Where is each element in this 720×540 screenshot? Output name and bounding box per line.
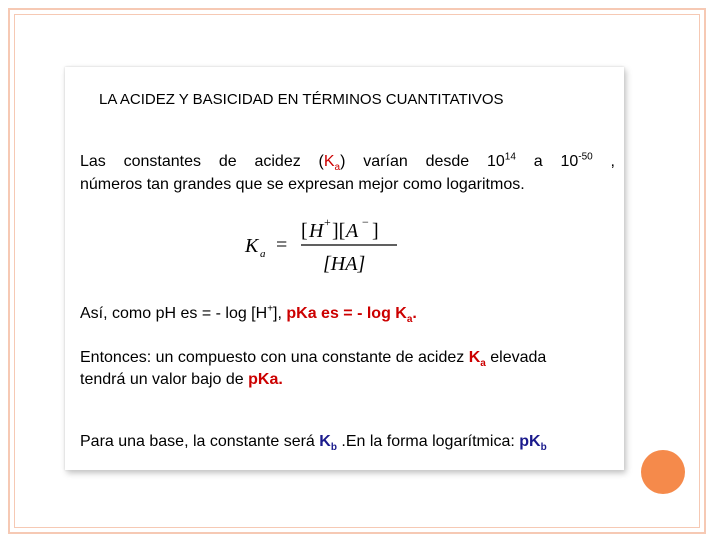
subscript-b: b (540, 442, 547, 454)
pka-expression (286, 305, 413, 326)
formula-k: K (245, 235, 259, 257)
paragraph-line (80, 150, 615, 173)
formula-a: A (346, 220, 359, 242)
formula-plus: + (324, 215, 331, 229)
text-segment: . (412, 305, 417, 322)
superscript-plus: + (267, 303, 274, 315)
subscript-b: b (330, 442, 337, 454)
subscript-a: a (334, 162, 341, 174)
text-segment: Entonces: un compuesto con una constante de acidez (80, 349, 469, 366)
paragraph-acid-constants (80, 150, 615, 196)
formula-denominator: [HA] (323, 253, 366, 275)
text-segment: ) varían desde 10 (340, 153, 505, 170)
text-segment: Para una base, la constante será (80, 433, 320, 450)
formula-bracket-close: ] (372, 220, 379, 242)
pka-term: pKa. (248, 371, 283, 388)
k-letter: K (319, 433, 331, 450)
ka-symbol (468, 349, 486, 370)
paragraph-line (80, 347, 620, 369)
text-segment: Así, como pH es = - log [H (80, 305, 268, 322)
orange-circle-decoration (641, 450, 685, 494)
slide-title: LA ACIDEZ Y BASICIDAD EN TÉRMINOS CUANTITATIVOS (99, 91, 504, 108)
paragraph-line: números tan grandes que se expresan mejor como logaritmos. (80, 176, 525, 193)
subscript-a: a (406, 314, 413, 326)
ka-symbol (323, 153, 341, 174)
text-segment: elevada (485, 349, 547, 366)
paragraph-pka-definition (80, 303, 417, 326)
text-segment: Las constantes de acidez ( (80, 153, 324, 170)
pkb-symbol (519, 433, 547, 454)
text-segment: a 10 (515, 153, 579, 170)
subscript-a: a (480, 358, 486, 370)
kb-symbol (319, 433, 337, 454)
exponent: 14 (504, 151, 516, 163)
formula-sub-a: a (260, 248, 266, 260)
formula-bracket: [ (301, 220, 308, 242)
exponent: -50 (578, 151, 593, 163)
ka-formula (243, 212, 403, 278)
paragraph-line (80, 369, 620, 391)
text-segment: .En la forma logarítmica: (336, 433, 520, 450)
k-letter: K (323, 153, 335, 170)
paragraph-consequence (80, 347, 620, 391)
text-segment: ], (273, 305, 287, 322)
paragraph-base-constant (80, 433, 547, 454)
formula-minus: − (362, 215, 369, 229)
pk-text: pK (519, 433, 541, 450)
k-letter: K (468, 349, 481, 366)
text-segment: tendrá un valor bajo de (80, 371, 249, 388)
formula-bracket-mid: ][ (332, 220, 346, 242)
text-segment: , (592, 153, 615, 170)
formula-equals: = (276, 234, 288, 256)
formula-h: H (309, 220, 324, 242)
pka-text: pKa es = - log K (286, 305, 407, 322)
